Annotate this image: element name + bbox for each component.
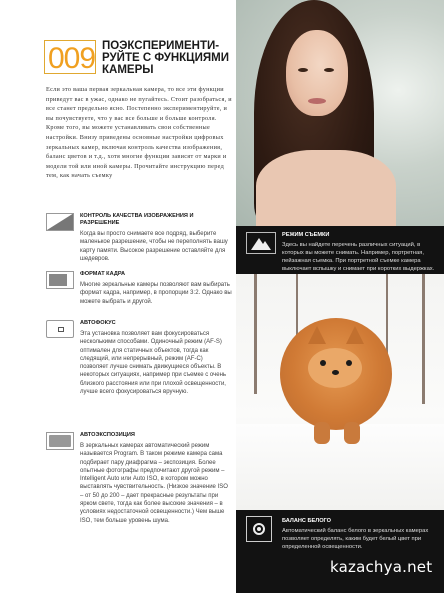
autofocus-icon: [46, 320, 74, 338]
mountain-scene-icon: [246, 232, 276, 254]
article-number: 009: [48, 42, 96, 75]
white-balance-icon: [246, 516, 272, 542]
right-column: [236, 0, 444, 593]
section-body: Многие зеркальные камеры позволяют вам выбирать формат кадра, например, в пропорции 3:2. Однако вы можете выбрать и другой.: [80, 282, 232, 305]
dog-in-snow-photo: [236, 274, 444, 510]
article-intro: Если это ваша первая зеркальная камера, то все эти функции приведут вас в ужас, однако не пугайтесь. Стоит разобраться, и все станет предельно ясно. Постепенно экспериментируйте, и вы почувствуете, что у вас все больше и больше контроля. Кроме того, вы можете устанавливать свои собственные настройки. Внизу приведены основные настройки цифровых зеркальных камер, включая контроль качества изображения, баланс цветов и т.д., хотя многие функции зависят от марки и модели той или иной камеры. Прочитайте инструкцию перед тем, как начать съемку: [46, 86, 232, 180]
section-title: АВТОФОКУС: [80, 320, 116, 326]
section-body: Эта установка позволяет вам фокусироваться несколькими способами. Одиночный режим (AF-S) оптимален для статичных объектов, тогда как следящий, или непрерывный, режим (AF-C) позволяет лучше снимать движущиеся объекты. В некоторых ситуациях, например при съемке с очень близкого расстояния или при плохой освещенности, лучше всего фокусироваться вручную.: [80, 331, 227, 396]
section-title: КОНТРОЛЬ КАЧЕСТВА ИЗОБРАЖЕНИЯ И РАЗРЕШЕНИЕ: [80, 213, 194, 227]
portrait-photo: [236, 0, 444, 226]
white-balance-box: [236, 510, 444, 593]
image-quality-ramp-icon: [46, 213, 74, 231]
white-balance-body: Автоматический баланс белого в зеркальных камерах позволяет определять, каким будет белый цвет при определенной освещенности.: [282, 528, 429, 550]
section-body: Когда вы просто снимаете все подряд, выберите маленькое разрешение, чтобы не переполнять вашу карту памяти. Высокое разрешение оставляйте для шедевров.: [80, 231, 228, 262]
shooting-mode-box: [236, 226, 444, 274]
shooting-mode-title: РЕЖИМ СЪЕМКИ: [282, 232, 330, 238]
section-body: В зеркальных камерах автоматический режим называется Program. В таком режиме камера сама подбирает пару диафрагма – экспозиция. Более опытные фотографы предпочитают другой режим – Intelligent Auto или Auto ISO, в котором можно выставлять чувствительность. (Низкое значение ISO – от 50 до 200 – дает прекрасные результаты при ярком свете, тогда как более высокие значения – в условиях недостаточной освещенности.) Чем выше ISO, тем больше уровень шума.: [80, 443, 228, 524]
frame-format-icon: [46, 271, 74, 289]
white-balance-title: БАЛАНС БЕЛОГО: [282, 518, 331, 524]
section-title: АВТОЭКСПОЗИЦИЯ: [80, 432, 135, 438]
auto-exposure-icon: [46, 432, 74, 450]
watermark-text: kazachya.net: [330, 558, 433, 576]
article-title: ПОЭКСПЕРИМЕНТИ-РУЙТЕ С ФУНКЦИЯМИ КАМЕРЫ: [102, 40, 229, 76]
section-title: ФОРМАТ КАДРА: [80, 271, 126, 277]
shooting-mode-body: Здесь вы найдете перечень различных ситуаций, в которых вы можете снимать. Например, портретная, пейзажная съемка. При портретной съемке камера выключает вспышку и снимает при коротких выдержках.: [282, 242, 435, 272]
